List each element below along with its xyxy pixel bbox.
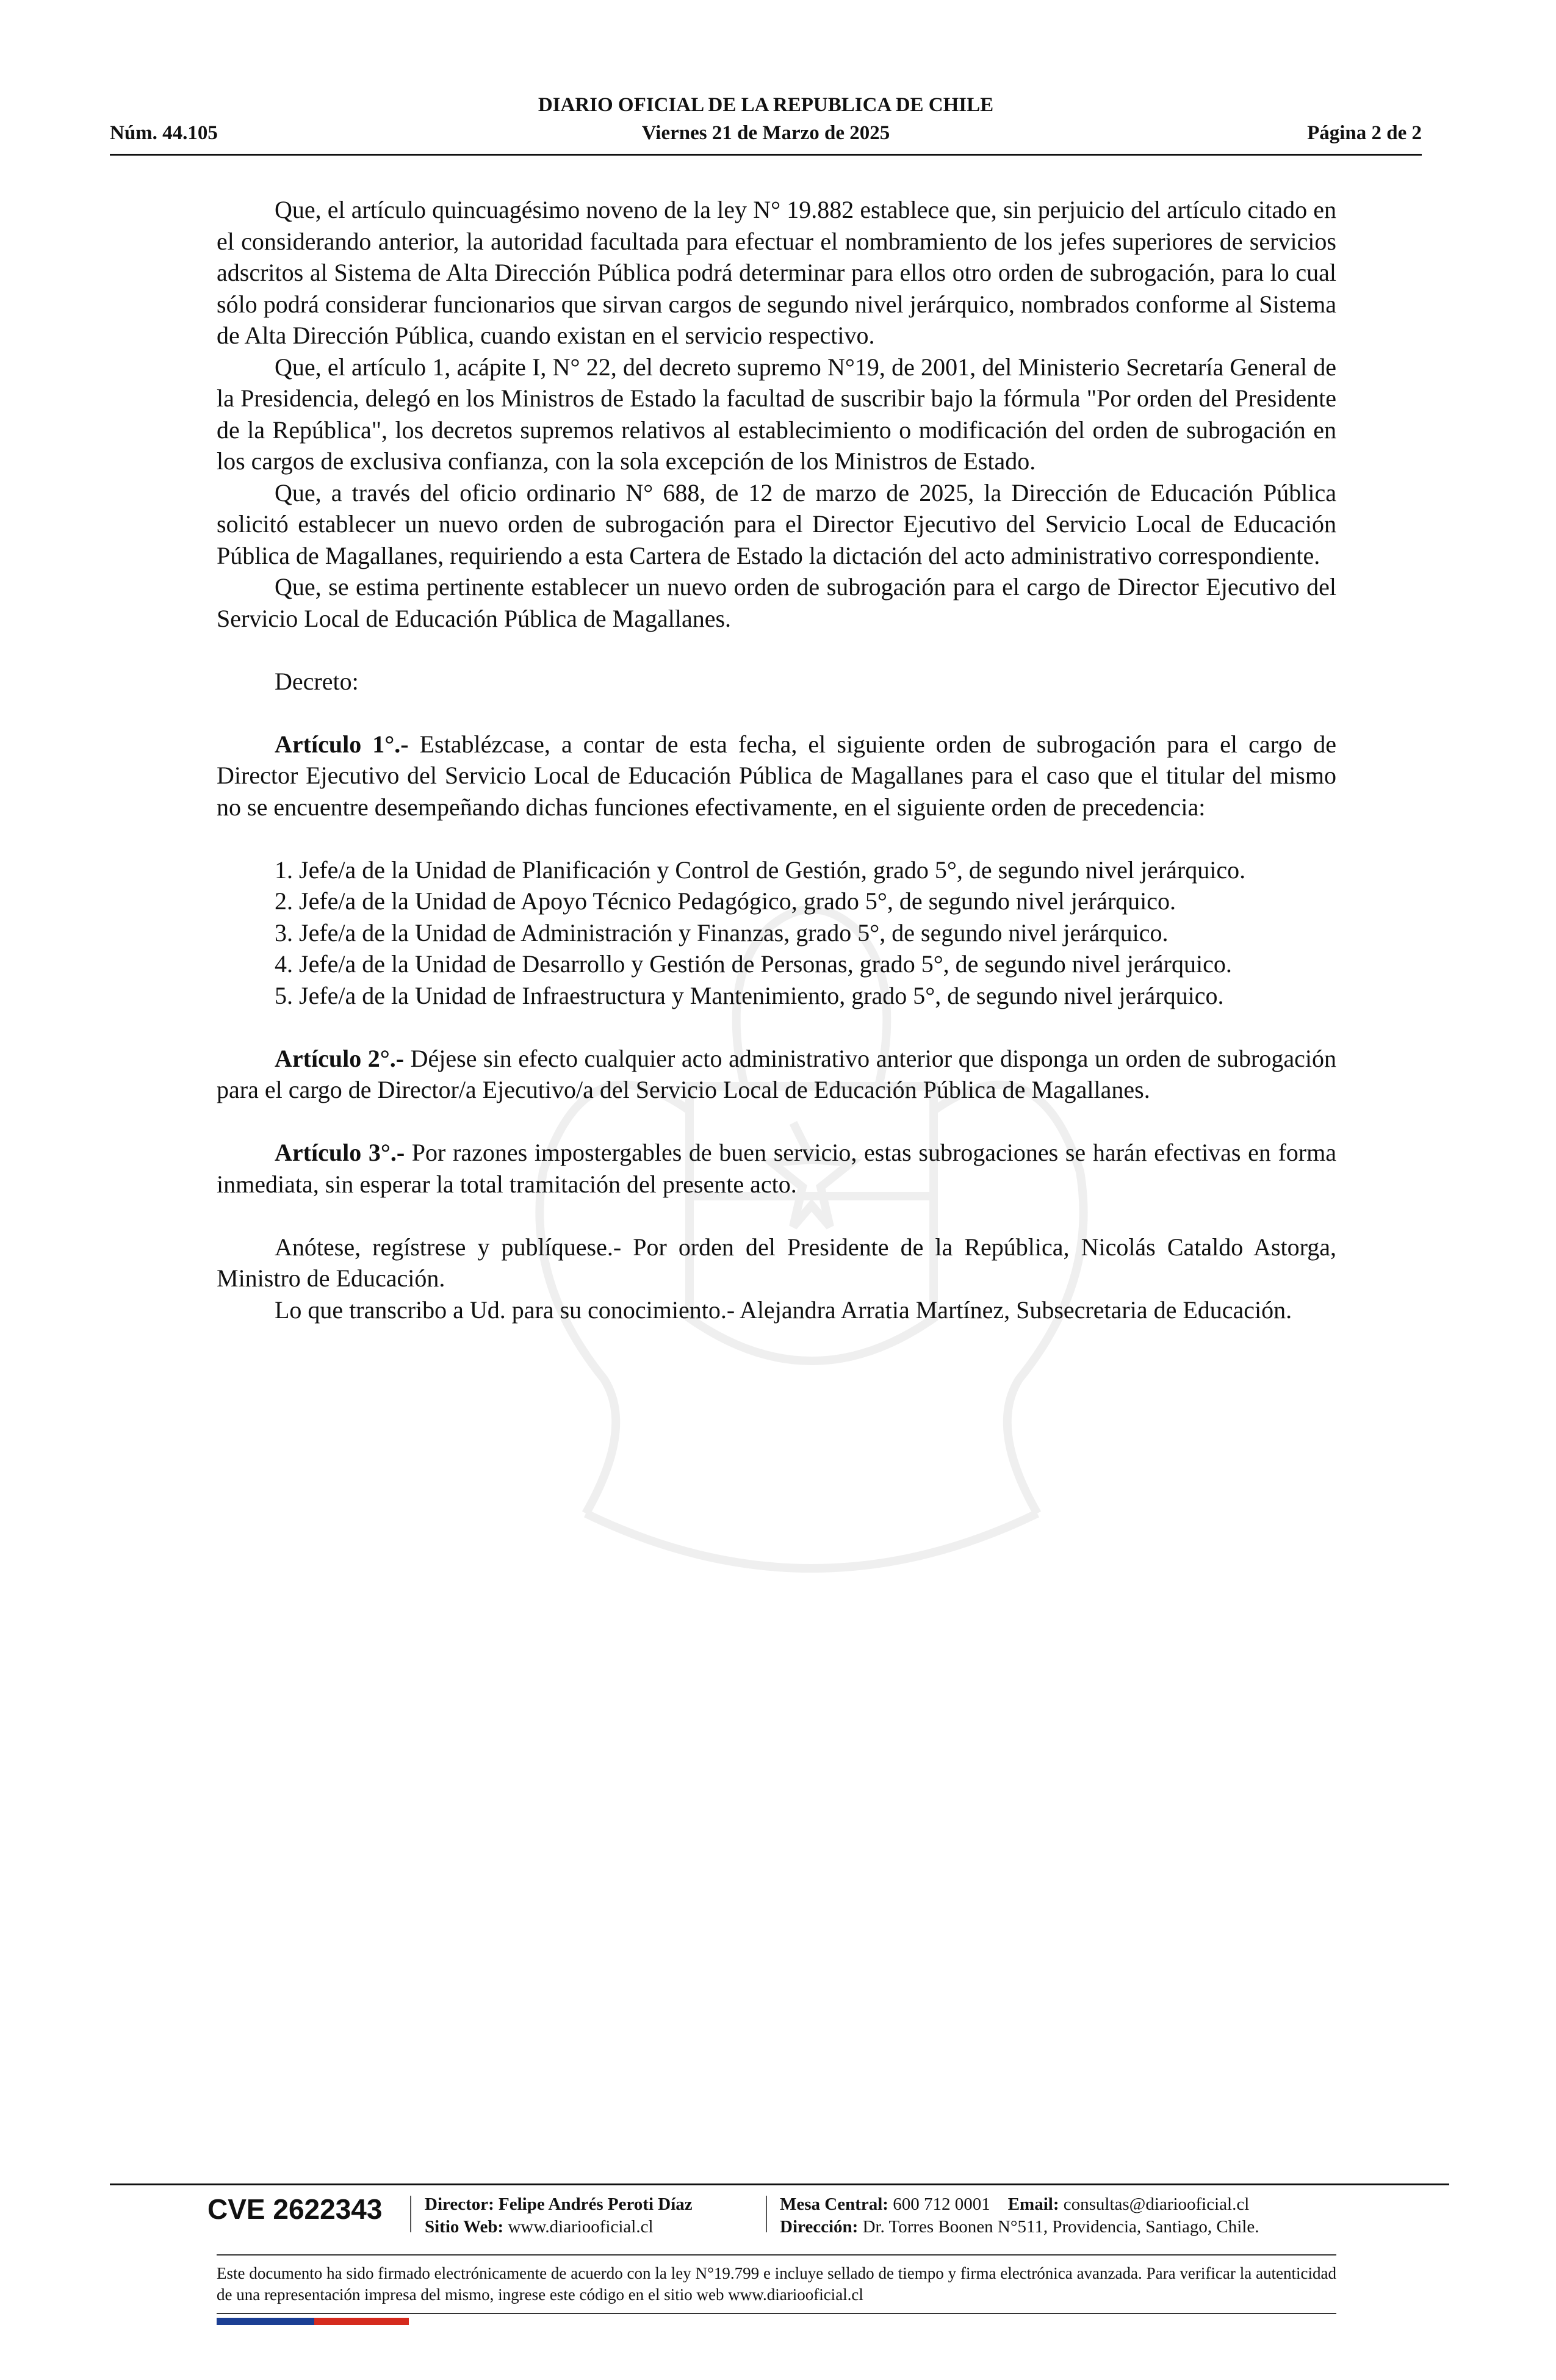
issue-number: Núm. 44.105 [110, 122, 218, 144]
flag-segment [314, 2318, 363, 2325]
flag-segment [363, 2318, 409, 2325]
articulo-3-text: Por razones impostergables de buen servicio, estas subrogaciones se harán efectivas en forma inmediata, sin esperar la total tramitación del presente acto. [217, 1139, 1336, 1198]
mesa-central-phone: 600 712 0001 [893, 2194, 990, 2214]
flag-color-bar [217, 2318, 409, 2325]
director-name: Felipe Andrés Peroti Díaz [499, 2194, 693, 2214]
articulo-2-label: Artículo 2°.- [275, 1044, 405, 1072]
footer-director-block [425, 2193, 693, 2238]
footer-separator [766, 2196, 767, 2232]
website-label: Sitio Web: [425, 2217, 504, 2237]
page-header [110, 92, 1422, 159]
list-item: 4. Jefe/a de la Unidad de Desarrollo y Gestión de Personas, grado 5°, de segundo nivel jerárquico. [275, 950, 1232, 978]
considerando-paragraph: Que, el artículo quincuagésimo noveno de la ley N° 19.882 establece que, sin perjuicio del artículo citado en el considerando anterior, la autoridad facultada para efectuar el nombramiento de los jefes superiores de servicios adscritos al Sistema de Alta Dirección Pública podrá determinar para ellos otro orden de subrogación, para lo cual sólo podrá considerar funcionarios que sirvan cargos de segundo nivel jerárquico, nombrados conforme al Sistema de Alta Dirección Pública, cuando existan en el servicio respectivo. [217, 196, 1336, 349]
publication-date: Viernes 21 de Marzo de 2025 [641, 122, 890, 144]
footer-contact-block [780, 2193, 1259, 2238]
footer-divider [217, 2254, 1336, 2256]
publication-title: DIARIO OFICIAL DE LA REPUBLICA DE CHILE [538, 94, 994, 116]
closing-paragraph: Anótese, regístrese y publíquese.- Por orden del Presidente de la República, Nicolás Cataldo Astorga, Ministro de Educación. [217, 1233, 1336, 1292]
considerando-paragraph: Que, se estima pertinente establecer un nuevo orden de subrogación para el cargo de Director Ejecutivo del Servicio Local de Educación Pública de Magallanes. [217, 573, 1336, 632]
articulo-3-label: Artículo 3°.- [275, 1139, 405, 1166]
articulo-1-text: Establézcase, a contar de esta fecha, el siguiente orden de subrogación para el cargo de Director Ejecutivo del Servicio Local de Educación Pública de Magallanes para el caso que el titular del mismo no se encuentre desempeñando dichas funciones efectivamente, en el siguiente orden de precedencia: [217, 730, 1336, 821]
website-link[interactable]: www.diariooficial.cl [508, 2217, 654, 2237]
articulo-1 [217, 729, 1336, 823]
cve-code: CVE 2622343 [207, 2193, 383, 2225]
signature-notice: Este documento ha sido firmado electrónicamente de acuerdo con la ley N°19.799 e incluye sellado de tiempo y firma electrónica avanzada. Para verificar la autenticidad de una representación impresa del mismo, ingrese este código en el sitio web www.diariooficial.cl [217, 2264, 1336, 2304]
mesa-central-label: Mesa Central: [780, 2194, 888, 2214]
email-label: Email: [1007, 2194, 1059, 2214]
address-value: Dr. Torres Boonen N°511, Providencia, Santiago, Chile. [862, 2217, 1259, 2237]
considerando-paragraph: Que, a través del oficio ordinario N° 688, de 12 de marzo de 2025, la Dirección de Educación Pública solicitó establecer un nuevo orden de subrogación para el Director Ejecutivo del Servicio Local de Educación Pública de Magallanes, requiriendo a esta Cartera de Estado la dictación del acto administrativo correspondiente. [217, 478, 1336, 569]
page-number: Página 2 de 2 [1307, 122, 1422, 144]
address-label: Dirección: [780, 2217, 859, 2237]
articulo-2 [217, 1043, 1336, 1106]
closing-paragraph: Lo que transcribo a Ud. para su conocimiento.- Alejandra Arratia Martínez, Subsecretaria de Educación. [275, 1296, 1292, 1324]
email-link[interactable]: consultas@diariooficial.cl [1063, 2194, 1250, 2214]
list-item: 5. Jefe/a de la Unidad de Infraestructura y Mantenimiento, grado 5°, de segundo nivel jerárquico. [275, 981, 1224, 1009]
decreto-label: Decreto: [275, 667, 359, 695]
articulo-2-text: Déjese sin efecto cualquier acto administrativo anterior que disponga un orden de subrogación para el cargo de Director/a Ejecutivo/a del Servicio Local de Educación Pública de Magallanes. [217, 1044, 1336, 1103]
header-divider [110, 154, 1422, 156]
list-item: 3. Jefe/a de la Unidad de Administración y Finanzas, grado 5°, de segundo nivel jerárquico. [275, 918, 1169, 947]
footer-bottom-divider [217, 2313, 1336, 2314]
footer-top-divider [110, 2183, 1449, 2185]
flag-segment [265, 2318, 314, 2325]
footer-separator [410, 2196, 411, 2232]
director-label: Director: [425, 2194, 494, 2214]
document-body [217, 194, 1336, 1325]
list-item: 1. Jefe/a de la Unidad de Planificación y Control de Gestión, grado 5°, de segundo nivel jerárquico. [275, 856, 1246, 884]
flag-segment [217, 2318, 265, 2325]
articulo-3 [217, 1137, 1336, 1200]
list-item: 2. Jefe/a de la Unidad de Apoyo Técnico Pedagógico, grado 5°, de segundo nivel jerárquico. [275, 887, 1176, 915]
articulo-1-label: Artículo 1°.- [275, 730, 409, 758]
subrogation-list [217, 854, 1336, 1012]
considerando-paragraph: Que, el artículo 1, acápite I, N° 22, del decreto supremo N°19, de 2001, del Ministerio Secretaría General de la Presidencia, delegó en los Ministros de Estado la facultad de suscribir bajo la fórmula "Por orden del Presidente de la República", los decretos supremos relativos al establecimiento o modificación del orden de subrogación en los cargos de exclusiva confianza, con la sola excepción de los Ministros de Estado. [217, 353, 1336, 475]
